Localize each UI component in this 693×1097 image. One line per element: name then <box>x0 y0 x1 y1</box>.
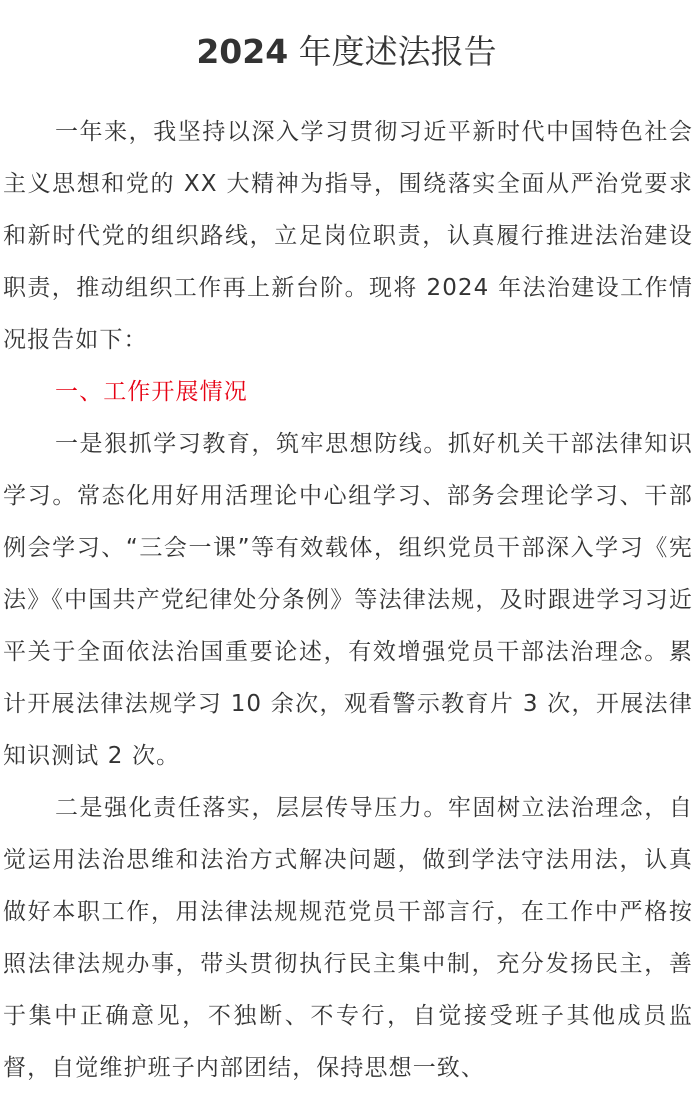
paragraph-responsibility: 二是强化责任落实，层层传导压力。牢固树立法治理念，自觉运用法治思维和法治方式解决问题，做到学法守法用法，认真做好本职工作，用法律法规规范党员干部言行，在工作中严格按照法律法规办事，带头贯彻执行民主集中制，充分发扬民主，善于集中正确意见，不独断、不专行，自觉接受班子其他成员监督，自觉维护班子内部团结，保持思想一致、 <box>3 795 693 1081</box>
title-text: 年度述法报告 <box>288 32 497 71</box>
section-heading: 一、工作开展情况 <box>55 379 248 405</box>
paragraph-study-education: 一是狠抓学习教育，筑牢思想防线。抓好机关干部法律知识学习。常态化用好用活理论中心组学习、部务会理论学习、干部例会学习、“三会一课”等有效载体，组织党员干部深入学习《宪法》《中国共产党纪律处分条例》等法律法规，及时跟进学习习近平关于全面依法治国重要论述，有效增强党员干部法治理念。累计开展法律法规学习 10 余次，观看警示教育片 3 次，开展法律知识测试 2 次。 <box>3 431 693 769</box>
document-title <box>0 30 693 74</box>
intro-paragraph: 一年来，我坚持以深入学习贯彻习近平新时代中国特色社会主义思想和党的 XX 大精神为指导，围绕落实全面从严治党要求和新时代党的组织路线，立足岗位职责，认真履行推进法治建设职责，推动组织工作再上新台阶。现将 2024 年法治建设工作情况报告如下： <box>3 119 693 353</box>
document-body <box>3 106 693 1094</box>
title-year: 2024 <box>196 32 289 71</box>
